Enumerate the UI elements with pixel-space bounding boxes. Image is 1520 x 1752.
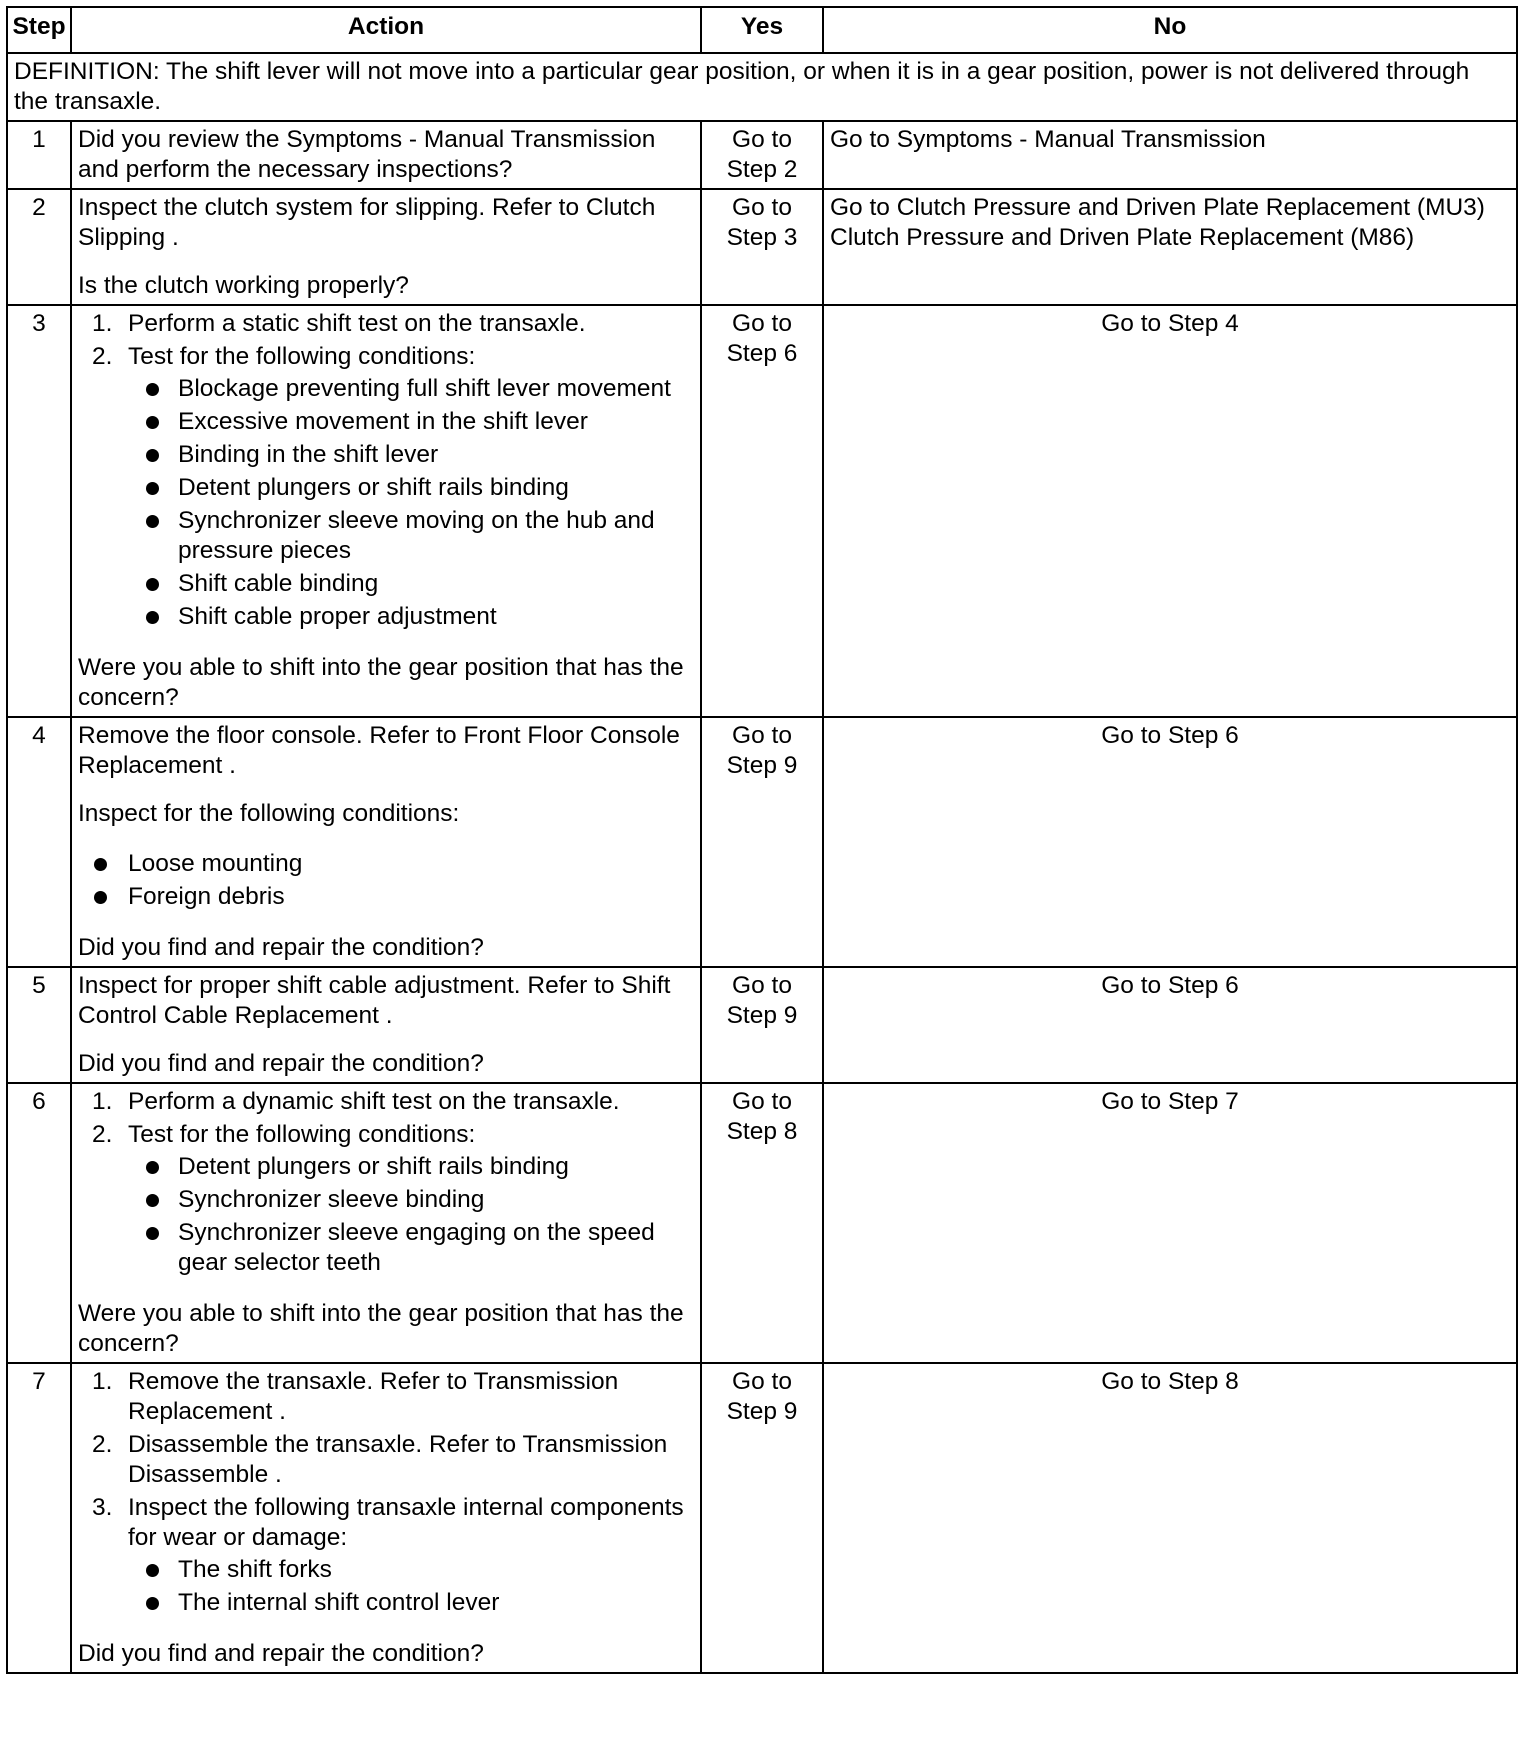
bullet-icon: [146, 383, 159, 396]
bullet-icon: [146, 515, 159, 528]
action-cell: [71, 1083, 701, 1363]
no-cell: [823, 121, 1517, 189]
table-row: [7, 189, 1517, 305]
yes-line: Go to: [732, 310, 792, 337]
bullet-text: Binding in the shift lever: [178, 441, 439, 468]
bullet-list: [128, 374, 694, 632]
bullet-item: [128, 1218, 694, 1278]
header-row: [7, 7, 1517, 53]
bullet-list: [78, 849, 694, 912]
action-cell: [71, 717, 701, 967]
bullet-icon: [146, 611, 159, 624]
action-cell: [71, 121, 701, 189]
no-line: Go to Step 4: [1101, 310, 1239, 337]
bullet-text: Loose mounting: [128, 850, 303, 877]
yes-line: Step 6: [726, 340, 798, 367]
table-row: [7, 305, 1517, 717]
yes-cell: [701, 1363, 823, 1673]
step-number: 7: [7, 1363, 71, 1673]
item-text: Perform a dynamic shift test on the transaxle.: [128, 1088, 620, 1115]
action-steps: [78, 1087, 694, 1278]
step-number: 3: [7, 305, 71, 717]
bullet-item: [128, 602, 694, 632]
bullet-icon: [146, 416, 159, 429]
action-subtext: Inspect for the following conditions:: [78, 800, 460, 827]
step-number: 2: [7, 189, 71, 305]
yes-line: Go to: [732, 194, 792, 221]
bullet-icon: [94, 891, 107, 904]
item-number: 1.: [92, 1368, 113, 1395]
list-item: [78, 1493, 694, 1618]
yes-line: Go to: [732, 972, 792, 999]
no-line: Go to Step 6: [1101, 722, 1239, 749]
bullet-icon: [146, 1564, 159, 1577]
action-question: Did you find and repair the condition?: [78, 1050, 484, 1077]
yes-line: Step 9: [726, 1002, 798, 1029]
table-row: [7, 121, 1517, 189]
no-line: Go to Symptoms - Manual Transmission: [830, 126, 1266, 153]
yes-line: Go to: [732, 1088, 792, 1115]
no-line: Clutch Pressure and Driven Plate Replacement (M86): [830, 224, 1415, 251]
action-cell: [71, 305, 701, 717]
bullet-text: The shift forks: [178, 1556, 332, 1583]
yes-line: Go to: [732, 126, 792, 153]
bullet-list: [128, 1555, 694, 1618]
bullet-item: [128, 374, 694, 404]
list-item: [78, 1367, 694, 1427]
step-number: 1: [7, 121, 71, 189]
step-number: 6: [7, 1083, 71, 1363]
bullet-text: Excessive movement in the shift lever: [178, 408, 588, 435]
yes-line: Go to: [732, 1368, 792, 1395]
list-item: [78, 342, 694, 632]
definition-row: [7, 53, 1517, 121]
bullet-item: [78, 882, 694, 912]
yes-line: Step 3: [726, 224, 798, 251]
bullet-icon: [146, 482, 159, 495]
yes-cell: [701, 121, 823, 189]
yes-cell: [701, 717, 823, 967]
item-number: 3.: [92, 1494, 113, 1521]
item-text: Perform a static shift test on the transaxle.: [128, 310, 586, 337]
no-line: Go to Step 8: [1101, 1368, 1239, 1395]
no-cell: [823, 967, 1517, 1083]
item-number: 1.: [92, 310, 113, 337]
bullet-icon: [146, 1194, 159, 1207]
bullet-item: [128, 473, 694, 503]
bullet-text: Synchronizer sleeve binding: [178, 1186, 485, 1213]
bullet-text: Blockage preventing full shift lever movement: [178, 375, 671, 402]
yes-line: Step 9: [726, 752, 798, 779]
item-text: Disassemble the transaxle. Refer to Transmission Disassemble .: [128, 1431, 668, 1488]
yes-line: Go to: [732, 722, 792, 749]
action-intro: Inspect for proper shift cable adjustment. Refer to Shift Control Cable Replacement .: [78, 972, 671, 1029]
action-question: Were you able to shift into the gear position that has the concern?: [78, 654, 684, 711]
table-row: [7, 967, 1517, 1083]
item-number: 2.: [92, 343, 113, 370]
bullet-icon: [146, 1597, 159, 1610]
header-step: Step: [7, 7, 71, 53]
bullet-item: [128, 1588, 694, 1618]
bullet-icon: [146, 578, 159, 591]
no-line: Go to Step 6: [1101, 972, 1239, 999]
yes-cell: [701, 967, 823, 1083]
bullet-icon: [146, 449, 159, 462]
bullet-icon: [146, 1227, 159, 1240]
item-text: Inspect the following transaxle internal components for wear or damage:: [128, 1494, 684, 1551]
action-intro: Remove the floor console. Refer to Front Floor Console Replacement .: [78, 722, 680, 779]
table-row: [7, 1083, 1517, 1363]
diagnostic-table: [6, 6, 1518, 1674]
bullet-icon: [94, 858, 107, 871]
bullet-item: [78, 849, 694, 879]
bullet-text: Detent plungers or shift rails binding: [178, 474, 569, 501]
list-item: [78, 1430, 694, 1490]
action-question: Did you find and repair the condition?: [78, 1640, 484, 1667]
bullet-text: Detent plungers or shift rails binding: [178, 1153, 569, 1180]
bullet-item: [128, 407, 694, 437]
item-number: 1.: [92, 1088, 113, 1115]
item-number: 2.: [92, 1431, 113, 1458]
item-text: Test for the following conditions:: [128, 343, 476, 370]
yes-cell: [701, 1083, 823, 1363]
action-question: Were you able to shift into the gear position that has the concern?: [78, 1300, 684, 1357]
yes-line: Step 8: [726, 1118, 798, 1145]
step-number: 4: [7, 717, 71, 967]
action-cell: [71, 967, 701, 1083]
list-item: [78, 1087, 694, 1117]
no-cell: [823, 189, 1517, 305]
bullet-item: [128, 506, 694, 566]
no-line: Go to Step 7: [1101, 1088, 1239, 1115]
bullet-item: [128, 1152, 694, 1182]
bullet-item: [128, 440, 694, 470]
header-no: No: [823, 7, 1517, 53]
definition-text: DEFINITION: The shift lever will not move into a particular gear position, or when it is in a gear position, power is not delivered through the transaxle.: [7, 53, 1517, 121]
item-text: Remove the transaxle. Refer to Transmission Replacement .: [128, 1368, 619, 1425]
no-line: Go to Clutch Pressure and Driven Plate Replacement (MU3): [830, 194, 1485, 221]
table-row: [7, 1363, 1517, 1673]
bullet-item: [128, 1555, 694, 1585]
step-number: 5: [7, 967, 71, 1083]
no-cell: [823, 717, 1517, 967]
no-cell: [823, 305, 1517, 717]
action-question: Did you review the Symptoms - Manual Transmission and perform the necessary inspections?: [78, 126, 656, 183]
no-cell: [823, 1363, 1517, 1673]
yes-line: Step 9: [726, 1398, 798, 1425]
list-item: [78, 309, 694, 339]
bullet-text: The internal shift control lever: [178, 1589, 500, 1616]
bullet-text: Synchronizer sleeve engaging on the speed gear selector teeth: [178, 1219, 655, 1276]
bullet-item: [128, 569, 694, 599]
action-cell: [71, 189, 701, 305]
bullet-text: Shift cable proper adjustment: [178, 603, 497, 630]
bullet-list: [128, 1152, 694, 1278]
action-question: Did you find and repair the condition?: [78, 934, 484, 961]
action-steps: [78, 1367, 694, 1618]
bullet-icon: [146, 1161, 159, 1174]
item-number: 2.: [92, 1121, 113, 1148]
yes-cell: [701, 189, 823, 305]
header-yes: Yes: [701, 7, 823, 53]
no-cell: [823, 1083, 1517, 1363]
yes-line: Step 2: [726, 156, 798, 183]
bullet-text: Synchronizer sleeve moving on the hub and pressure pieces: [178, 507, 655, 564]
list-item: [78, 1120, 694, 1278]
header-action: Action: [71, 7, 701, 53]
action-steps: [78, 309, 694, 632]
bullet-item: [128, 1185, 694, 1215]
table-row: [7, 717, 1517, 967]
action-cell: [71, 1363, 701, 1673]
action-intro: Inspect the clutch system for slipping. Refer to Clutch Slipping .: [78, 194, 656, 251]
yes-cell: [701, 305, 823, 717]
action-question: Is the clutch working properly?: [78, 272, 409, 299]
bullet-text: Foreign debris: [128, 883, 285, 910]
item-text: Test for the following conditions:: [128, 1121, 476, 1148]
bullet-text: Shift cable binding: [178, 570, 379, 597]
